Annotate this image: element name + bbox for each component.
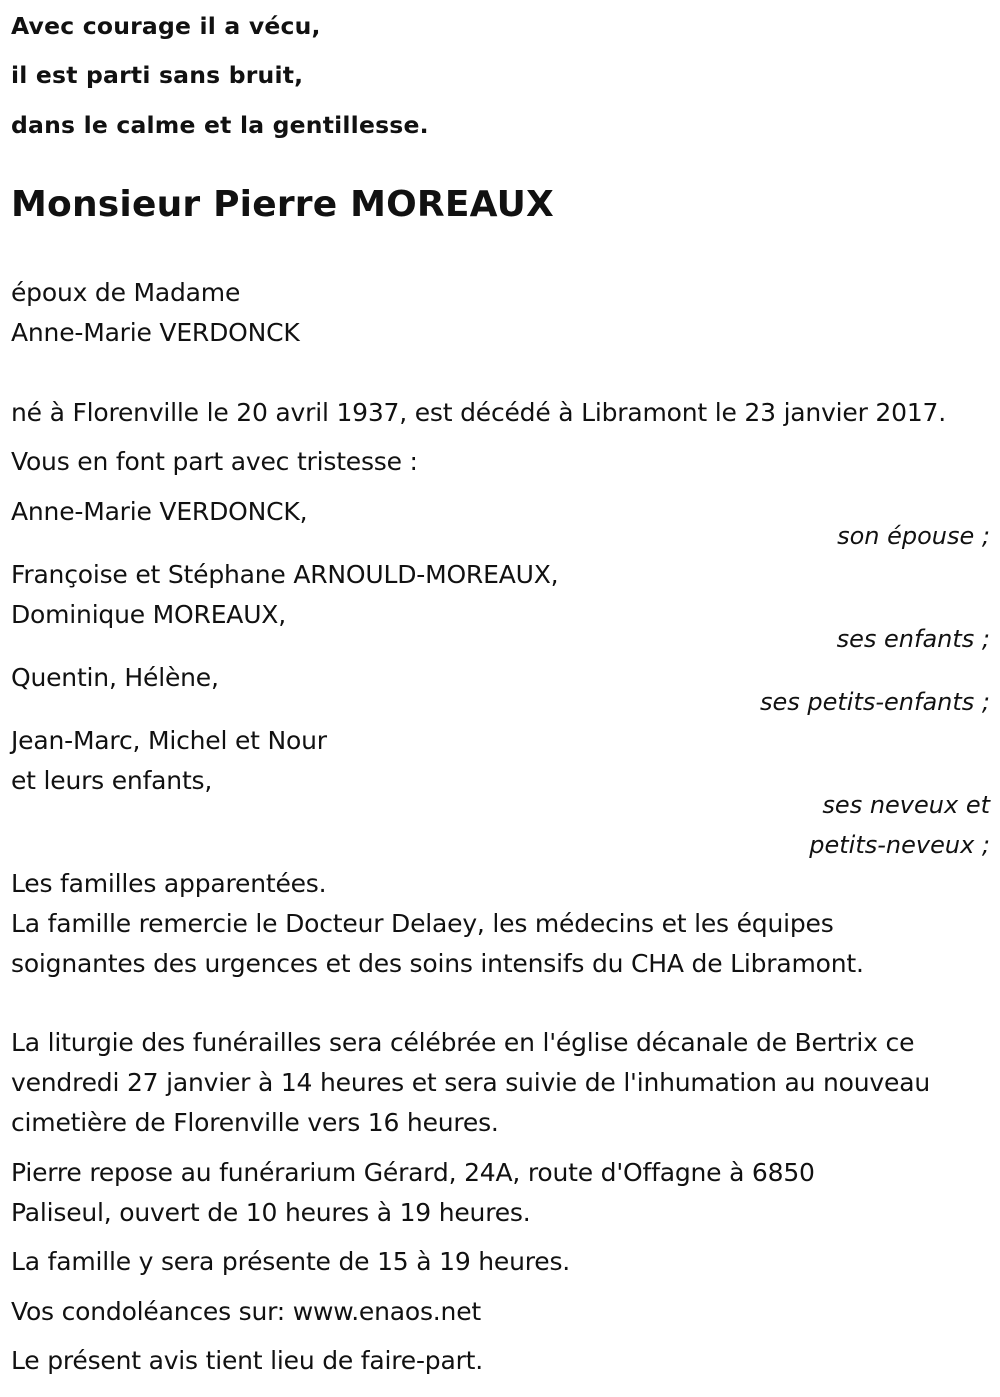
repose-line-1: Pierre repose au funérarium Gérard, 24A, route d'Offagne à 6850 (11, 1158, 815, 1187)
family-spouse-role: son épouse ; (837, 522, 990, 550)
family-spouse-name: Anne-Marie VERDONCK, (11, 497, 308, 526)
funeral-line-2: vendredi 27 janvier à 14 heures et sera suivie de l'inhumation au nouveau (11, 1068, 930, 1097)
family-relatives: Les familles apparentées. (11, 869, 327, 898)
family-nephews-line-1: Jean-Marc, Michel et Nour (11, 726, 327, 755)
family-grandchildren-role: ses petits-enfants ; (759, 688, 990, 716)
poem-line-3: dans le calme et la gentillesse. (11, 111, 429, 139)
birth-death-line: né à Florenville le 20 avril 1937, est décédé à Libramont le 23 janvier 2017. (11, 398, 946, 427)
deceased-name: Monsieur Pierre MOREAUX (11, 184, 554, 225)
announcement-intro: Vous en font part avec tristesse : (11, 447, 418, 476)
family-children-role: ses enfants ; (836, 625, 990, 653)
thanks-line-1: La famille remercie le Docteur Delaey, les médecins et les équipes (11, 909, 834, 938)
repose-line-2: Paliseul, ouvert de 10 heures à 19 heures. (11, 1198, 531, 1227)
funeral-line-3: cimetière de Florenville vers 16 heures. (11, 1108, 499, 1137)
family-children-line-2: Dominique MOREAUX, (11, 600, 286, 629)
family-nephews-role-2: petits-neveux ; (809, 831, 990, 859)
funeral-line-1: La liturgie des funérailles sera célébrée en l'église décanale de Bertrix ce (11, 1028, 915, 1057)
family-presence: La famille y sera présente de 15 à 19 heures. (11, 1247, 571, 1276)
poem-line-1: Avec courage il a vécu, (11, 12, 321, 40)
family-nephews-line-2: et leurs enfants, (11, 766, 213, 795)
thanks-line-2: soignantes des urgences et des soins intensifs du CHA de Libramont. (11, 949, 864, 978)
closing-line: Le présent avis tient lieu de faire-part. (11, 1346, 484, 1375)
spouse-line-2: Anne-Marie VERDONCK (11, 318, 300, 347)
spouse-line-1: époux de Madame (11, 278, 241, 307)
condolences-line: Vos condoléances sur: www.enaos.net (11, 1297, 481, 1326)
family-grandchildren: Quentin, Hélène, (11, 663, 219, 692)
poem-line-2: il est parti sans bruit, (11, 61, 304, 89)
family-nephews-role-1: ses neveux et (822, 791, 990, 819)
family-children-line-1: Françoise et Stéphane ARNOULD-MOREAUX, (11, 560, 559, 589)
